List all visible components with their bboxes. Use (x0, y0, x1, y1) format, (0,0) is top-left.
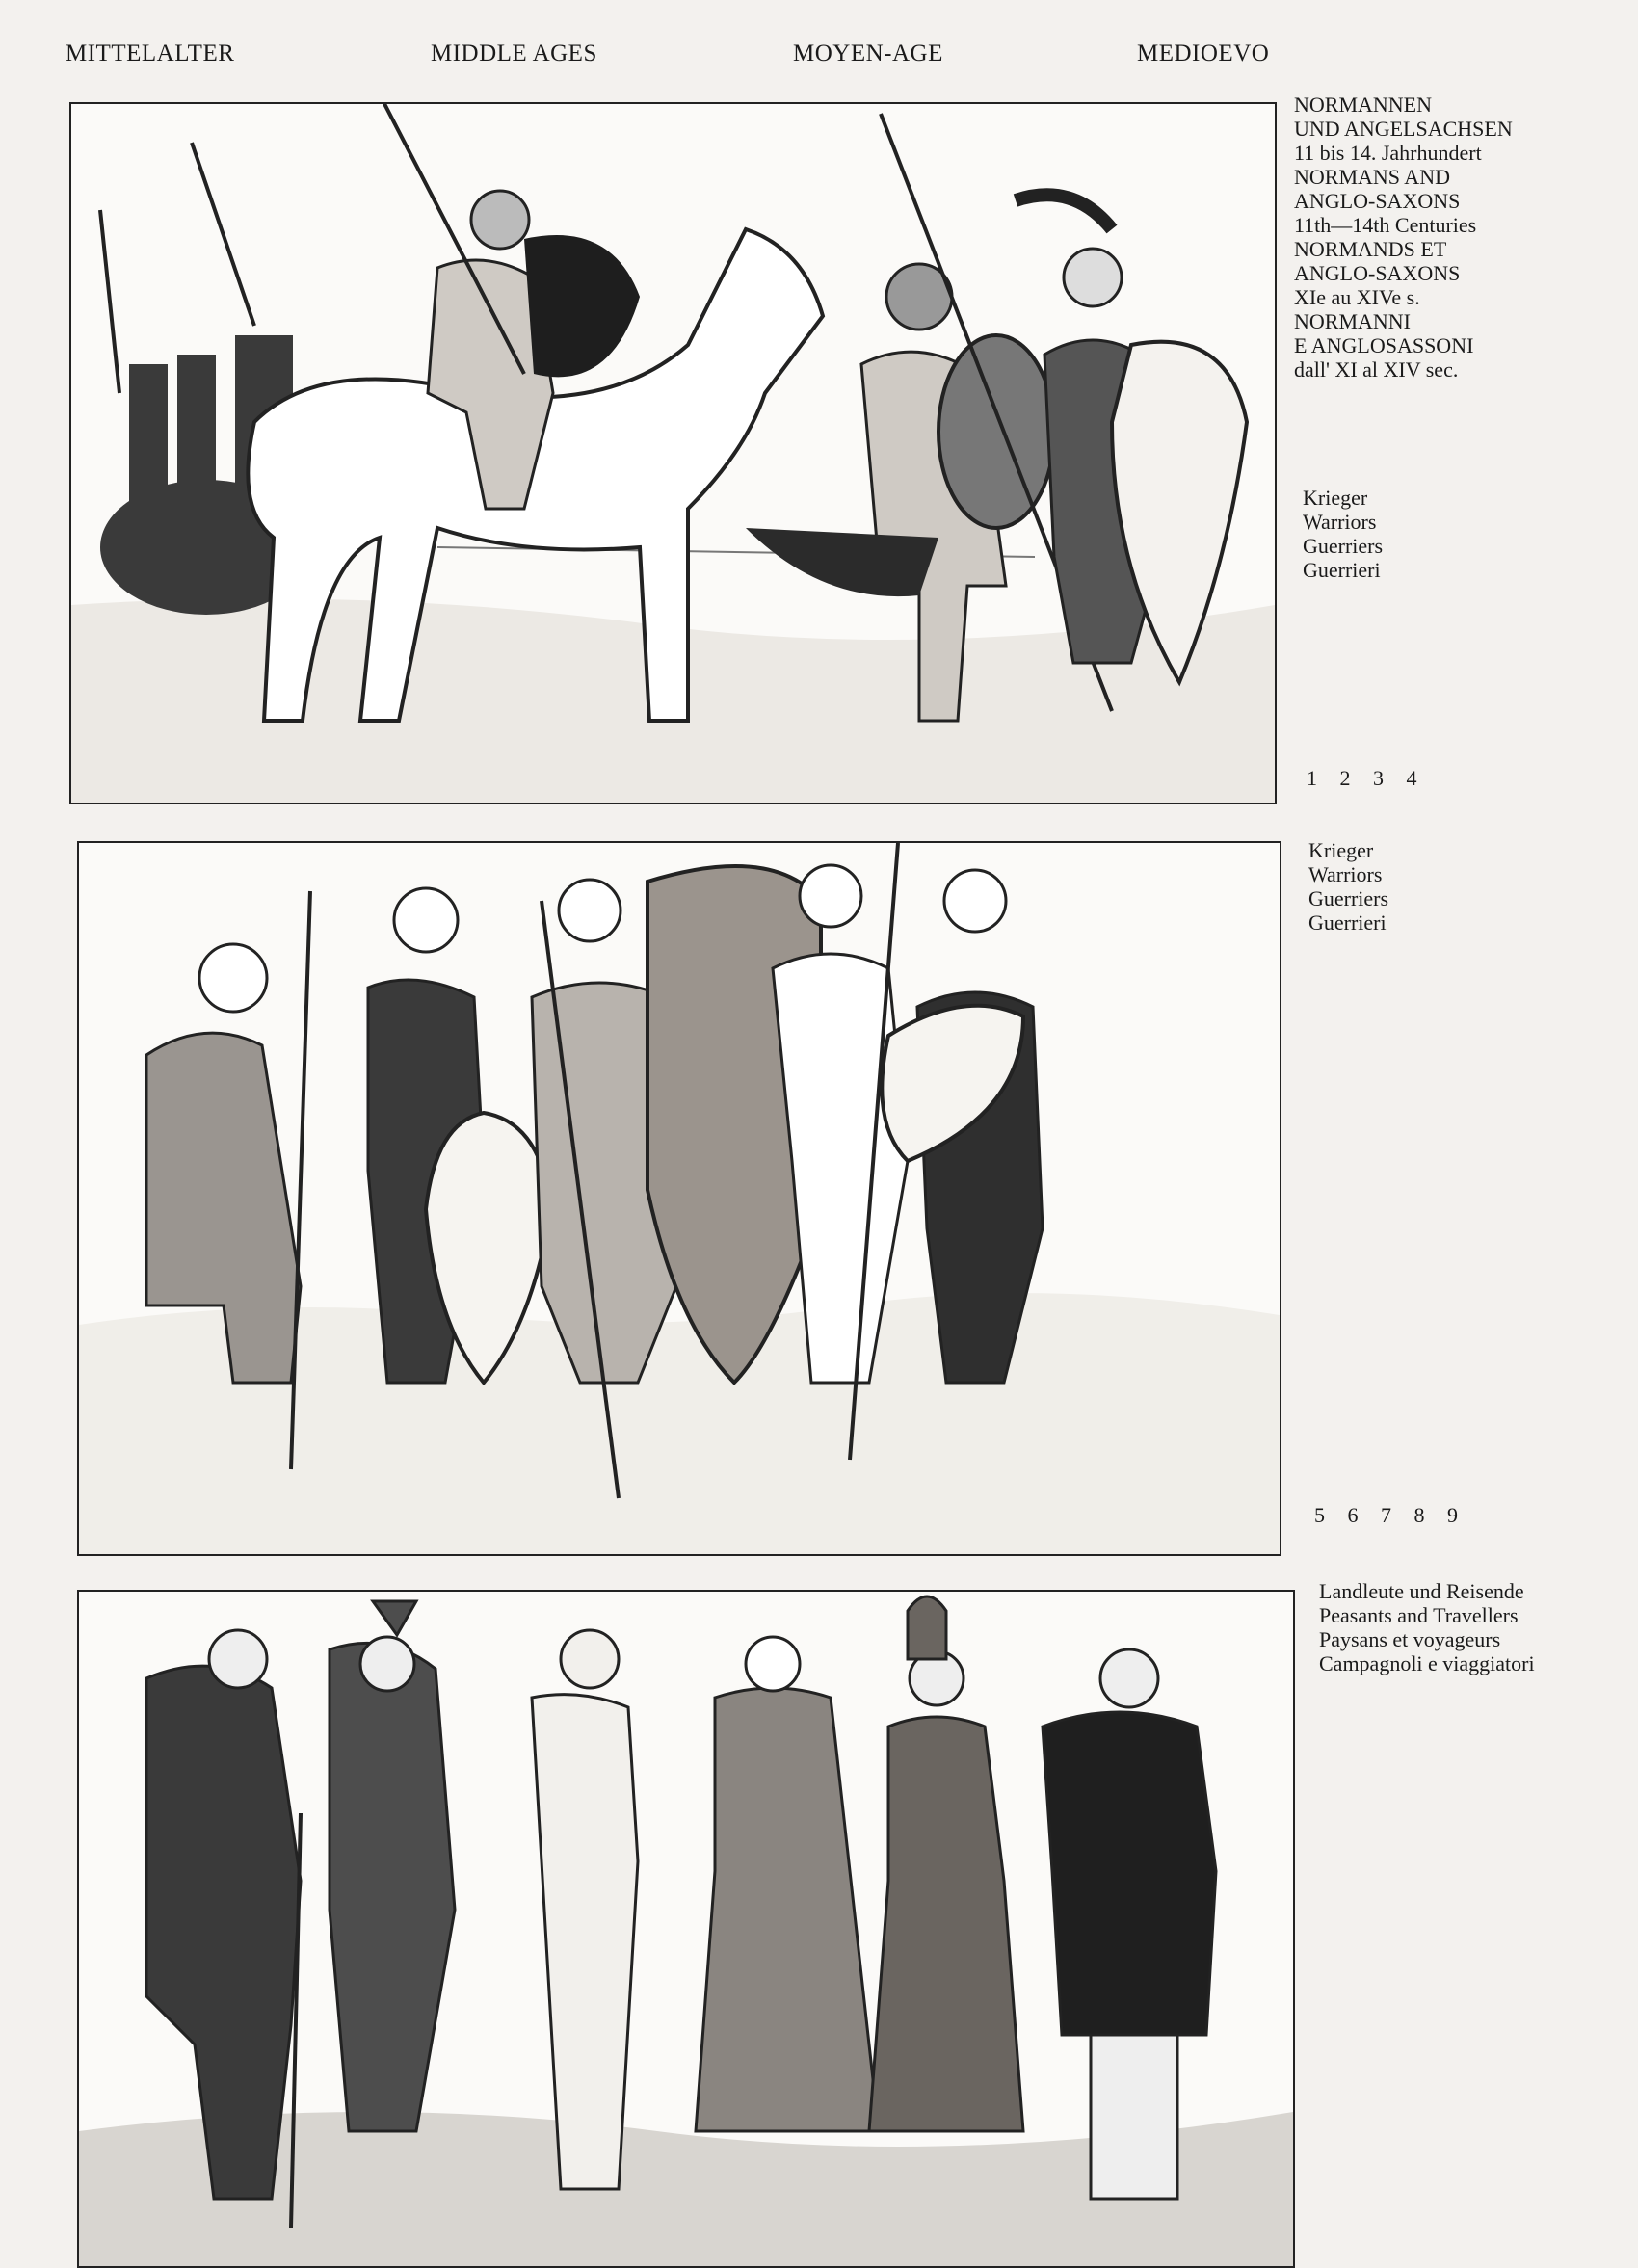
section1-title-line: ANGLO-SAXONS (1294, 261, 1461, 285)
header-de: MITTELALTER (66, 40, 235, 66)
section2-numbers (1314, 1503, 1475, 1528)
section1-label: Guerrieri (1303, 558, 1381, 582)
section1-labels (1303, 486, 1383, 582)
section1-label: Guerriers (1303, 534, 1384, 558)
figure-number: 9 (1447, 1503, 1458, 1527)
section1-title-line: NORMANDS ET (1294, 237, 1447, 261)
plate-1-illustration (71, 104, 1275, 803)
section2-labels (1308, 838, 1388, 935)
header-en: MIDDLE AGES (431, 40, 597, 66)
header-fr: MOYEN-AGE (793, 40, 943, 66)
section3-label: Peasants and Travellers (1319, 1603, 1519, 1627)
section1-title-line: UND ANGELSACHSEN (1294, 117, 1513, 141)
plate-normans-warriors (69, 102, 1277, 804)
section3-label: Landleute und Reisende (1319, 1579, 1524, 1603)
figure-number: 3 (1373, 766, 1384, 790)
figure-number: 1 (1307, 766, 1317, 790)
section1-title-line: NORMANS AND (1294, 165, 1450, 189)
section1-numbers (1307, 766, 1435, 791)
header-it: MEDIOEVO (1137, 40, 1270, 66)
section1-title (1294, 92, 1513, 382)
section1-label: Warriors (1303, 510, 1377, 534)
figure-number: 5 (1314, 1503, 1325, 1527)
figure-number: 2 (1339, 766, 1351, 790)
section3-label: Campagnoli e viaggiatori (1319, 1651, 1535, 1675)
figure-number: 4 (1406, 766, 1417, 790)
section2-label: Warriors (1308, 862, 1383, 886)
plate-2-illustration (79, 843, 1280, 1554)
section1-title-line: E ANGLOSASSONI (1294, 333, 1474, 357)
section1-title-line: 11th—14th Centuries (1294, 213, 1477, 237)
section3-label: Paysans et voyageurs (1319, 1627, 1501, 1651)
section1-title-line: dall' XI al XIV sec. (1294, 357, 1459, 382)
section2-label: Krieger (1308, 838, 1374, 862)
figure-number: 7 (1381, 1503, 1391, 1527)
figure-number: 6 (1347, 1503, 1359, 1527)
section2-label: Guerrieri (1308, 910, 1387, 935)
section2-label: Guerriers (1308, 886, 1389, 910)
section1-title-line: XIe au XIVe s. (1294, 285, 1420, 309)
plate-warriors (77, 841, 1281, 1556)
plate-3-illustration (79, 1592, 1293, 2266)
section1-title-line: ANGLO-SAXONS (1294, 189, 1461, 213)
section1-title-line: NORMANNI (1294, 309, 1411, 333)
section1-label: Krieger (1303, 486, 1368, 510)
plate-peasants-travellers (77, 1590, 1295, 2268)
section1-title-line: 11 bis 14. Jahrhundert (1294, 141, 1482, 165)
section3-labels (1319, 1579, 1535, 1675)
section1-title-line: NORMANNEN (1294, 92, 1432, 117)
figure-number: 8 (1413, 1503, 1425, 1527)
